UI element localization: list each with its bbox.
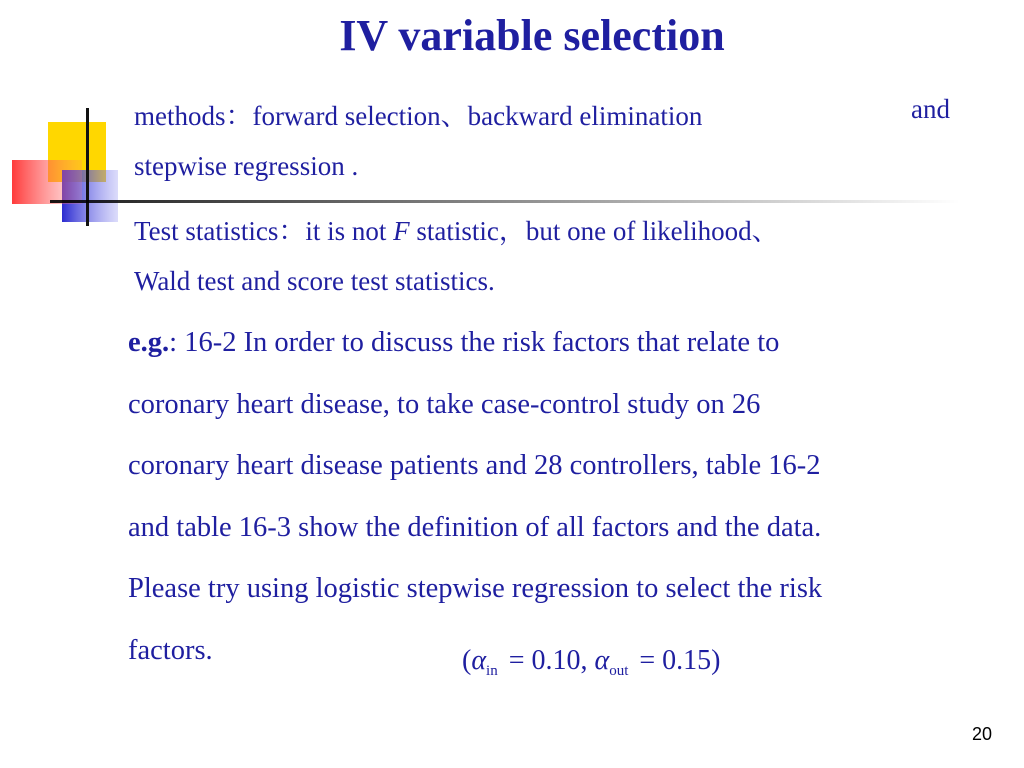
test-statistics-part1: it is not	[305, 216, 394, 246]
methods-line-1	[134, 94, 702, 133]
example-line-1-text: : 16-2 In order to discuss the risk factors that relate to	[169, 327, 780, 358]
example-line-1	[128, 327, 779, 359]
deco-red-square	[12, 160, 82, 204]
example-line-5: Please try using logistic stepwise regression to select the risk	[128, 573, 823, 604]
alpha-in-subscript: in	[486, 663, 498, 679]
example-line-4: and table 16-3 show the definition of all factors and the data.	[128, 512, 822, 543]
example-line-6: factors.	[128, 635, 213, 666]
alpha-out-symbol: α	[594, 645, 610, 676]
f-symbol: F	[393, 216, 410, 246]
deco-horizontal-line	[50, 200, 960, 203]
test-statistics-line-2: Wald test and score test statistics.	[134, 266, 495, 296]
methods-and: and	[911, 94, 950, 124]
example-line-3: coronary heart disease patients and 28 controllers, table 16-2	[128, 450, 821, 481]
alpha-out-subscript: out	[609, 663, 629, 679]
methods-text: forward selection、backward elimination	[252, 101, 703, 131]
methods-label: methods：	[134, 101, 253, 131]
test-statistics-part2: statistic，but one of likelihood、	[409, 216, 779, 246]
methods-line-2: stepwise regression .	[134, 151, 359, 181]
deco-vertical-line	[86, 108, 89, 226]
example-label: e.g.	[128, 327, 170, 358]
significance-formula: ($\alpha_{in} = 0.10$, $\alpha_{out} = 0.15$)	[462, 645, 721, 679]
test-statistics-label: Test statistics：	[134, 216, 306, 246]
example-line-2: coronary heart disease, to take case-control study on 26	[128, 389, 761, 420]
page-number: 20	[971, 724, 992, 744]
alpha-in-symbol: α	[471, 645, 487, 676]
slide-title: IV variable selection	[339, 11, 725, 60]
test-statistics-line-1	[134, 209, 779, 248]
